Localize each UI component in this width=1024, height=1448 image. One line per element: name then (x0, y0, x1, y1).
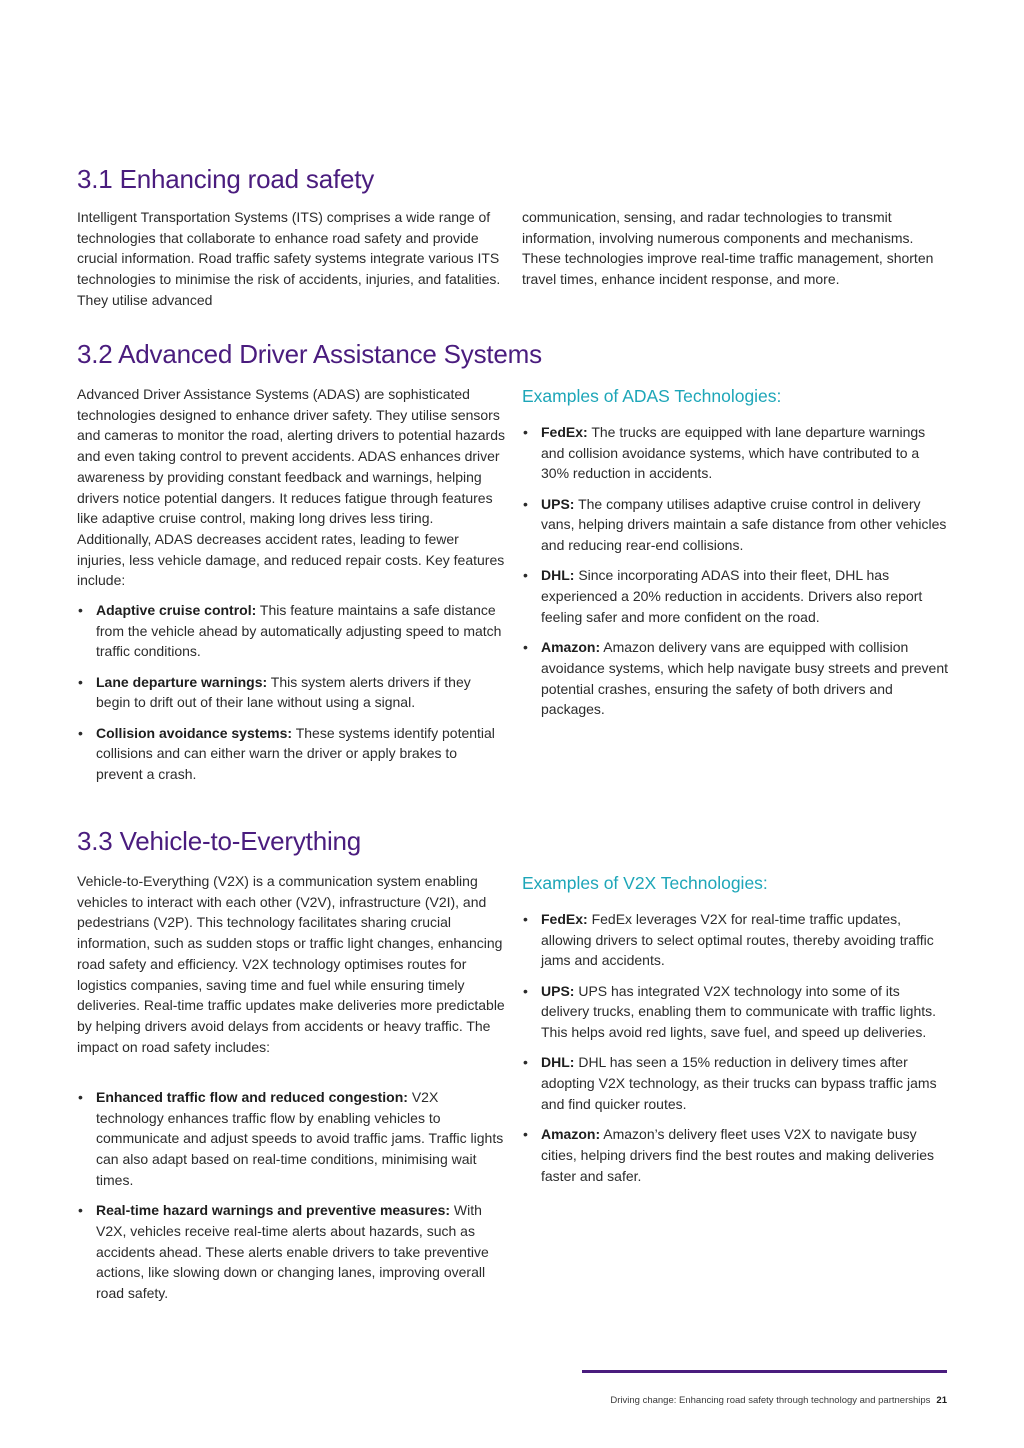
adas-examples-list (522, 422, 950, 730)
v2x-examples-list (522, 909, 950, 1196)
list-item-term: UPS: (541, 495, 575, 512)
list-item (522, 909, 950, 971)
section-3-1-right-paragraph: communication, sensing, and radar technologies to transmit information, involving numerous components and mechanisms. These technologies improve real-time traffic management, shorten travel times, enhance incident response, and more. (522, 209, 934, 288)
list-item-term: Lane departure warnings: (96, 673, 268, 690)
list-item (77, 723, 505, 785)
list-item-text: With V2X, vehicles receive real-time alerts about hazards, such as accidents ahead. These alerts enable drivers to take preventive actions, like slowing down or changing lanes, improving overall road safety. (96, 1202, 489, 1301)
footer-title: Driving change: Enhancing road safety through technology and partnerships (610, 1395, 931, 1406)
v2x-impact-list (77, 1087, 505, 1313)
list-item-text: These systems identify potential collisions and can either warn the driver or apply brakes to prevent a crash. (96, 724, 495, 783)
list-item-text: The trucks are equipped with lane departure warnings and collision avoidance systems, which have contributed to a 30% reduction in accidents. (541, 424, 926, 482)
section-3-1-title: 3.1 Enhancing road safety (77, 164, 375, 194)
list-item-text: UPS has integrated V2X technology into some of its delivery trucks, enabling them to communicate with traffic lights. This helps avoid red lights, save fuel, and speed up deliveries. (541, 982, 937, 1041)
list-item-text: Amazon delivery vans are equipped with collision avoidance systems, which help navigate busy streets and prevent potential crashes, ensuring the safety of both drivers and packages. (541, 639, 949, 718)
list-item-term: FedEx: (541, 424, 588, 440)
list-item-text: FedEx leverages V2X for real-time traffic updates, allowing drivers to select optimal routes, thereby avoiding traffic jams and accidents. (541, 911, 934, 969)
footer-divider (582, 1370, 947, 1373)
list-item-text: Since incorporating ADAS into their fleet, DHL has experienced a 20% reduction in accidents. Drivers also report feeling safer and more confident on the road. (541, 567, 923, 625)
list-item (77, 672, 505, 713)
page-footer (610, 1395, 947, 1406)
list-item-term: Enhanced traffic flow and reduced congestion: (96, 1089, 408, 1105)
list-item-text: This system alerts drivers if they begin to drift out of their lane without using a signal. (96, 673, 471, 711)
section-3-1-left-paragraph: Intelligent Transportation Systems (ITS) comprises a wide range of technologies that collaborate to enhance road safety and provide crucial information. Road traffic safety systems integrate various ITS technologies to minimise the risk of accidents, injuries, and fatalities. They utilise advanced (77, 209, 501, 308)
list-item (522, 981, 950, 1043)
list-item (77, 1087, 505, 1191)
list-item-term: Real-time hazard warnings and preventive measures: (96, 1202, 451, 1219)
list-item (522, 1124, 950, 1186)
list-item-term: FedEx: (541, 911, 588, 927)
section-3-3-intro: Vehicle-to-Everything (V2X) is a communication system enabling vehicles to interact with each other (V2V), infrastructure (V2I), and pedestrians (V2P). This technology facilitates sharing crucial information, such as sudden stops or traffic light changes, enhancing road safety and efficiency. V2X technology optimises routes for logistics companies, saving time and fuel while ensuring timely deliveries. Real-time traffic updates make deliveries more predictable by helping drivers avoid delays from accidents or heavy traffic. The impact on road safety includes: (77, 873, 505, 1055)
list-item-term: Amazon: (541, 1126, 601, 1143)
list-item (522, 422, 950, 484)
list-item-text: The company utilises adaptive cruise control in delivery vans, helping drivers maintain a safe distance from other vehicles and reducing rear-end collisions. (541, 495, 947, 554)
list-item (522, 637, 950, 720)
v2x-examples-heading: Examples of V2X Technologies: (522, 873, 768, 893)
list-item (522, 1052, 950, 1114)
list-item-text: Amazon’s delivery fleet uses V2X to navigate busy cities, helping drivers find the best routes and making deliveries faster and safer. (541, 1126, 934, 1184)
section-3-3-title: 3.3 Vehicle-to-Everything (77, 826, 362, 856)
list-item-term: Collision avoidance systems: (96, 724, 293, 741)
list-item-text: This feature maintains a safe distance from the vehicle ahead by automatically adjusting speed to match traffic conditions. (96, 602, 502, 660)
list-item (77, 600, 505, 662)
list-item (77, 1200, 505, 1304)
section-3-2-intro: Advanced Driver Assistance Systems (ADAS) are sophisticated technologies designed to enhance driver safety. They utilise sensors and cameras to monitor the road, alerting drivers to potential hazards and even taking control to prevent accidents. ADAS enhances driver awareness by providing constant feedback and warnings, helping drivers notice potential dangers. It reduces fatigue through features like adaptive cruise control, making long drives less tiring. Additionally, ADAS decreases accident rates, leading to fewer injuries, less vehicle damage, and reduced repair costs. Key features include: (77, 386, 506, 589)
adas-features-list (77, 600, 505, 794)
section-3-2-title: 3.2 Advanced Driver Assistance Systems (77, 339, 542, 369)
adas-examples-heading: Examples of ADAS Technologies: (522, 386, 782, 406)
list-item-term: UPS: (541, 982, 575, 999)
list-item-term: DHL: (541, 1054, 575, 1071)
list-item-term: Adaptive cruise control: (96, 602, 257, 618)
list-item (522, 565, 950, 627)
list-item-text: V2X technology enhances traffic flow by enabling vehicles to communicate and adjust speeds to avoid traffic jams. Traffic lights can also adapt based on real-time conditions, minimising wait times. (96, 1089, 504, 1188)
page-number: 21 (936, 1395, 947, 1406)
list-item-text: DHL has seen a 15% reduction in delivery times after adopting V2X technology, as their trucks can bypass traffic jams and find quicker routes. (541, 1054, 937, 1112)
list-item-term: Amazon: (541, 639, 601, 656)
list-item (522, 494, 950, 556)
list-item-term: DHL: (541, 567, 575, 584)
